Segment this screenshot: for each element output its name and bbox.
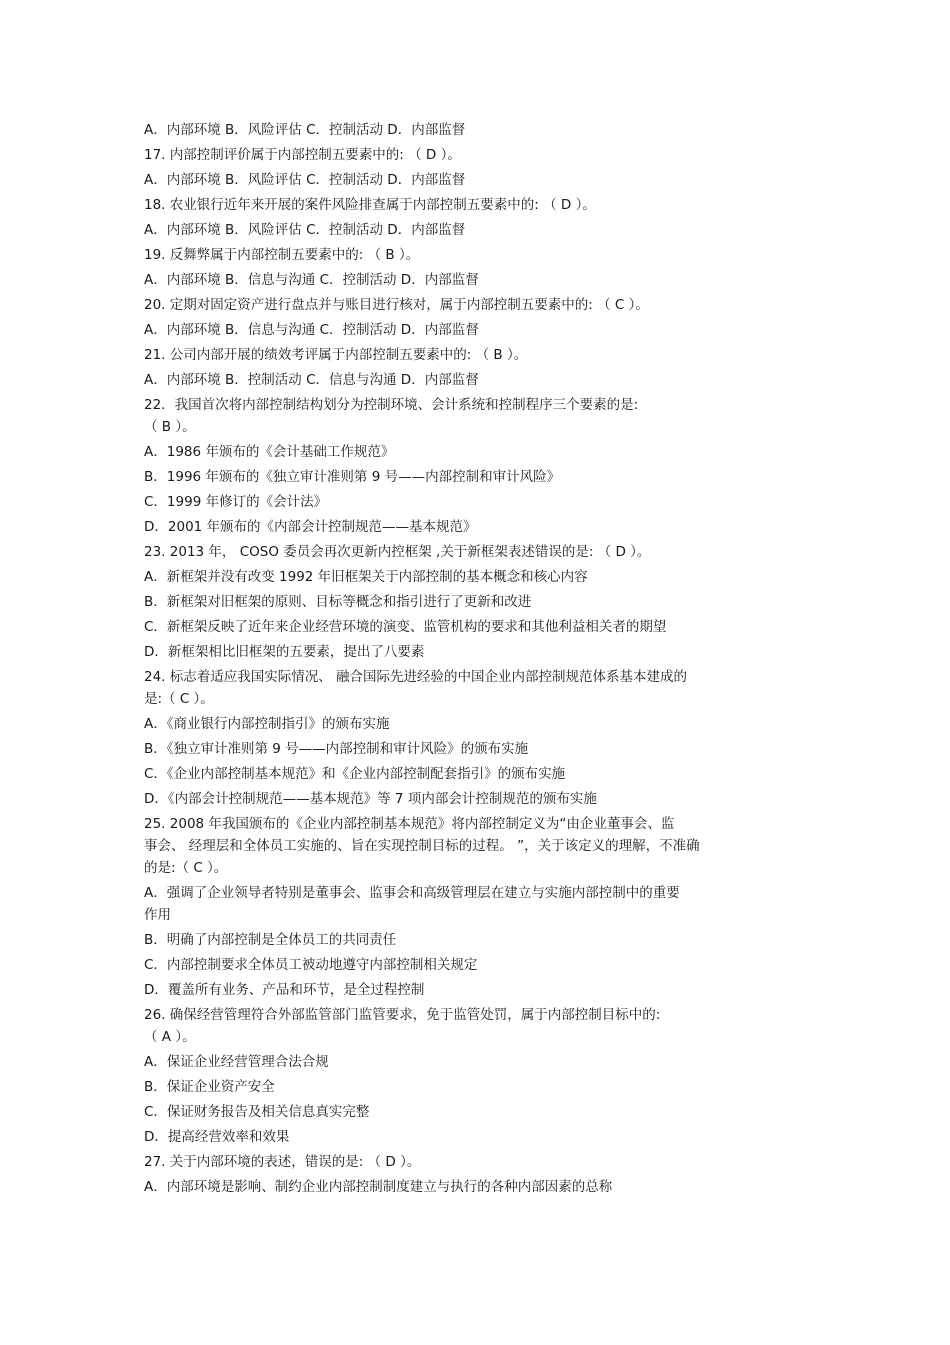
- question-17: 17. 内部控制评价属于内部控制五要素中的: （ D ）。: [144, 147, 461, 163]
- option-line: D．《内部会计控制规范——基本规范》等 7 项内部会计控制规范的颁布实施: [144, 791, 597, 807]
- question-23: 23. 2013 年， COSO 委员会再次更新内控框架 ,关于新框架表述错误的是: （ D ）。: [144, 544, 651, 560]
- option-continuation: 作用: [144, 907, 171, 923]
- question-20: 20. 定期对固定资产进行盘点并与账目进行核对，属于内部控制五要素中的: （ C ）。: [144, 297, 649, 313]
- option-line: C．新框架反映了近年来企业经营环境的演变、监管机构的要求和其他利益相关者的期望: [144, 619, 667, 635]
- question-list: [144, 119, 804, 1201]
- option-line: B．明确了内部控制是全体员工的共同责任: [144, 932, 397, 948]
- option-line: B．1996 年颁布的《独立审计准则第 9 号——内部控制和审计风险》: [144, 469, 561, 485]
- option-line: B．保证企业资产安全: [144, 1079, 275, 1095]
- question-24: 24. 标志着适应我国实际情况、 融合国际先进经验的中国企业内部控制规范体系基本建成的: [144, 669, 688, 685]
- option-line: C．保证财务报告及相关信息真实完整: [144, 1104, 370, 1120]
- option-line: A．新框架并没有改变 1992 年旧框架关于内部控制的基本概念和核心内容: [144, 569, 588, 585]
- option-line: A．1986 年颁布的《会计基础工作规范》: [144, 444, 395, 460]
- option-line: C．1999 年修订的《会计法》: [144, 494, 328, 510]
- option-line: C．《企业内部控制基本规范》和《企业内部控制配套指引》的颁布实施: [144, 766, 566, 782]
- answer-line: 是:（ C ）。: [144, 691, 214, 707]
- option-line: A．《商业银行内部控制指引》的颁布实施: [144, 716, 390, 732]
- option-line: D．2001 年颁布的《内部会计控制规范——基本规范》: [144, 519, 477, 535]
- text-line: A．内部环境 B．信息与沟通 C．控制活动 D．内部监督: [144, 272, 479, 288]
- question-19: 19. 反舞弊属于内部控制五要素中的: （ B ）。: [144, 247, 420, 263]
- question-22: 22．我国首次将内部控制结构划分为控制环境、会计系统和控制程序三个要素的是:: [144, 397, 639, 413]
- option-line: A．内部环境是影响、制约企业内部控制制度建立与执行的各种内部因素的总称: [144, 1179, 613, 1195]
- text-line: A．内部环境 B．风险评估 C．控制活动 D．内部监督: [144, 172, 466, 188]
- question-26: 26. 确保经营管理符合外部监管部门监管要求，免于监管处罚，属于内部控制目标中的:: [144, 1007, 661, 1023]
- question-continuation: 事会、 经理层和全体员工实施的、旨在实现控制目标的过程。 ”，关于该定义的理解，不准确: [144, 838, 700, 854]
- option-line: A．强调了企业领导者特别是董事会、监事会和高级管理层在建立与实施内部控制中的重要: [144, 885, 680, 901]
- question-27: 27. 关于内部环境的表述，错误的是: （ D ）。: [144, 1154, 421, 1170]
- text-line: A．内部环境 B．风险评估 C．控制活动 D．内部监督: [144, 222, 466, 238]
- option-line: A．保证企业经营管理合法合规: [144, 1054, 329, 1070]
- text-line: A．内部环境 B．信息与沟通 C．控制活动 D．内部监督: [144, 322, 479, 338]
- question-21: 21. 公司内部开展的绩效考评属于内部控制五要素中的: （ B ）。: [144, 347, 528, 363]
- option-line: B．新框架对旧框架的原则、目标等概念和指引进行了更新和改进: [144, 594, 532, 610]
- text-line: A．内部环境 B．控制活动 C．信息与沟通 D．内部监督: [144, 372, 479, 388]
- text-line: A．内部环境 B．风险评估 C．控制活动 D．内部监督: [144, 122, 466, 138]
- answer-line: （ B ）。: [144, 419, 196, 435]
- question-25: 25. 2008 年我国颁布的《企业内部控制基本规范》将内部控制定义为“由企业董事会、监: [144, 816, 675, 832]
- option-line: B．《独立审计准则第 9 号——内部控制和审计风险》的颁布实施: [144, 741, 529, 757]
- option-line: C．内部控制要求全体员工被动地遵守内部控制相关规定: [144, 957, 478, 973]
- answer-line: （ A ）。: [144, 1029, 196, 1045]
- option-line: D．提高经营效率和效果: [144, 1129, 290, 1145]
- option-line: D．覆盖所有业务、产品和环节，是全过程控制: [144, 982, 425, 998]
- question-18: 18. 农业银行近年来开展的案件风险排查属于内部控制五要素中的: （ D ）。: [144, 197, 596, 213]
- option-line: D．新框架相比旧框架的五要素，提出了八要素: [144, 644, 425, 660]
- answer-line: 的是:（ C ）。: [144, 860, 228, 876]
